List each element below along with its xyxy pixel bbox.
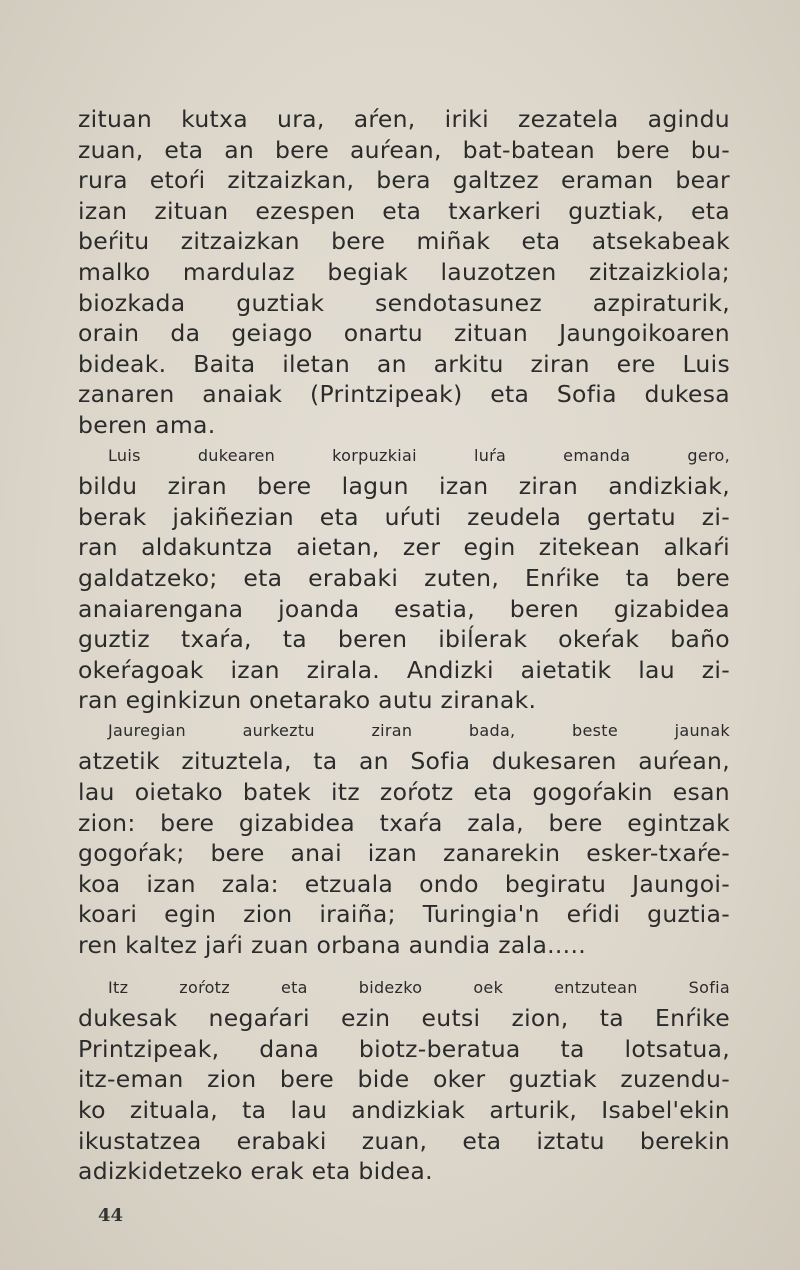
page-number: 44 — [98, 1205, 124, 1226]
text-line: orain da geiago onartu zituan Jaungoikoaren — [78, 319, 730, 348]
text-line: ran eginkizun onetarako autu ziranak. — [78, 686, 537, 715]
text-line: adizkidetzeko erak eta bidea. — [78, 1157, 433, 1186]
text-line: malko mardulaz begiak lauzotzen zitzaizkiola; — [78, 257, 730, 286]
text-line: Itz zoŕotz eta bidezko oek entzutean Sofia — [108, 977, 730, 997]
text-line: anaiarengana joanda esatia, beren gizabidea — [78, 594, 730, 623]
paragraph-gap — [78, 961, 730, 973]
paragraph-1 — [78, 104, 730, 441]
paragraph-2 — [78, 441, 730, 716]
text-line: Printzipeak, dana biotz-beratua ta lotsatua, — [78, 1034, 730, 1063]
text-line: rura etoŕi zitzaizkan, bera galtzez eraman bear — [78, 166, 730, 195]
text-line: okeŕagoak izan zirala. Andizki aietatik lau zi- — [78, 655, 730, 684]
text-line: ran aldakuntza aietan, zer egin zitekean alkaŕi — [78, 533, 730, 562]
text-line: atzetik zituztela, ta an Sofia dukesaren auŕean, — [78, 747, 730, 776]
text-line: dukesak negaŕari ezin eutsi zion, ta Enŕike — [78, 1004, 730, 1033]
text-line: koari egin zion iraiña; Turingia'n eŕidi guztia- — [78, 900, 730, 929]
text-line: bildu ziran bere lagun izan ziran andizkiak, — [78, 472, 730, 501]
text-line: izan zituan ezespen eta txarkeri guztiak, eta — [78, 196, 730, 225]
text-line: beren ama. — [78, 410, 216, 439]
text-line: zituan kutxa ura, aŕen, iriki zezatela agindu — [78, 105, 730, 133]
text-line: zanaren anaiak (Printzipeak) eta Sofia dukesa — [78, 380, 730, 409]
paragraph-3 — [78, 716, 730, 961]
text-line: bideak. Baita iletan an arkitu ziran ere Luis — [78, 349, 730, 378]
text-line: Luis dukearen korpuzkiai luŕa emanda gero, — [108, 445, 730, 465]
text-line: ren kaltez jaŕi zuan orbana aundia zala..... — [78, 931, 586, 960]
text-line: galdatzeko; eta erabaki zuten, Enŕike ta bere — [78, 563, 730, 592]
text-line: berak jakiñezian eta uŕuti zeudela gertatu zi- — [78, 502, 730, 531]
body-text — [78, 104, 730, 1187]
text-line: Jauregian aurkeztu ziran bada, beste jaunak — [108, 720, 730, 740]
paragraph-4 — [78, 973, 730, 1187]
text-line: itz-eman zion bere bide oker guztiak zuzendu- — [78, 1065, 730, 1094]
text-line: beŕitu zitzaizkan bere miñak eta atsekabeak — [78, 227, 730, 256]
text-line: gogoŕak; bere anai izan zanarekin esker-txaŕe- — [78, 839, 730, 868]
text-line: lau oietako batek itz zoŕotz eta gogoŕakin esan — [78, 778, 730, 807]
text-line: guztiz txaŕa, ta beren ibiĺerak okeŕak baño — [78, 625, 730, 654]
text-line: zion: bere gizabidea txaŕa zala, bere egintzak — [78, 808, 730, 837]
text-line: zuan, eta an bere auŕean, bat-batean bere bu- — [78, 135, 730, 164]
text-line: ko zituala, ta lau andizkiak arturik, Isabel'ekin — [78, 1096, 730, 1124]
text-line: biozkada guztiak sendotasunez azpiraturik, — [78, 288, 730, 317]
text-line: ikustatzea erabaki zuan, eta iztatu berekin — [78, 1126, 730, 1155]
text-line: koa izan zala: etzuala ondo begiratu Jaungoi- — [78, 869, 730, 898]
